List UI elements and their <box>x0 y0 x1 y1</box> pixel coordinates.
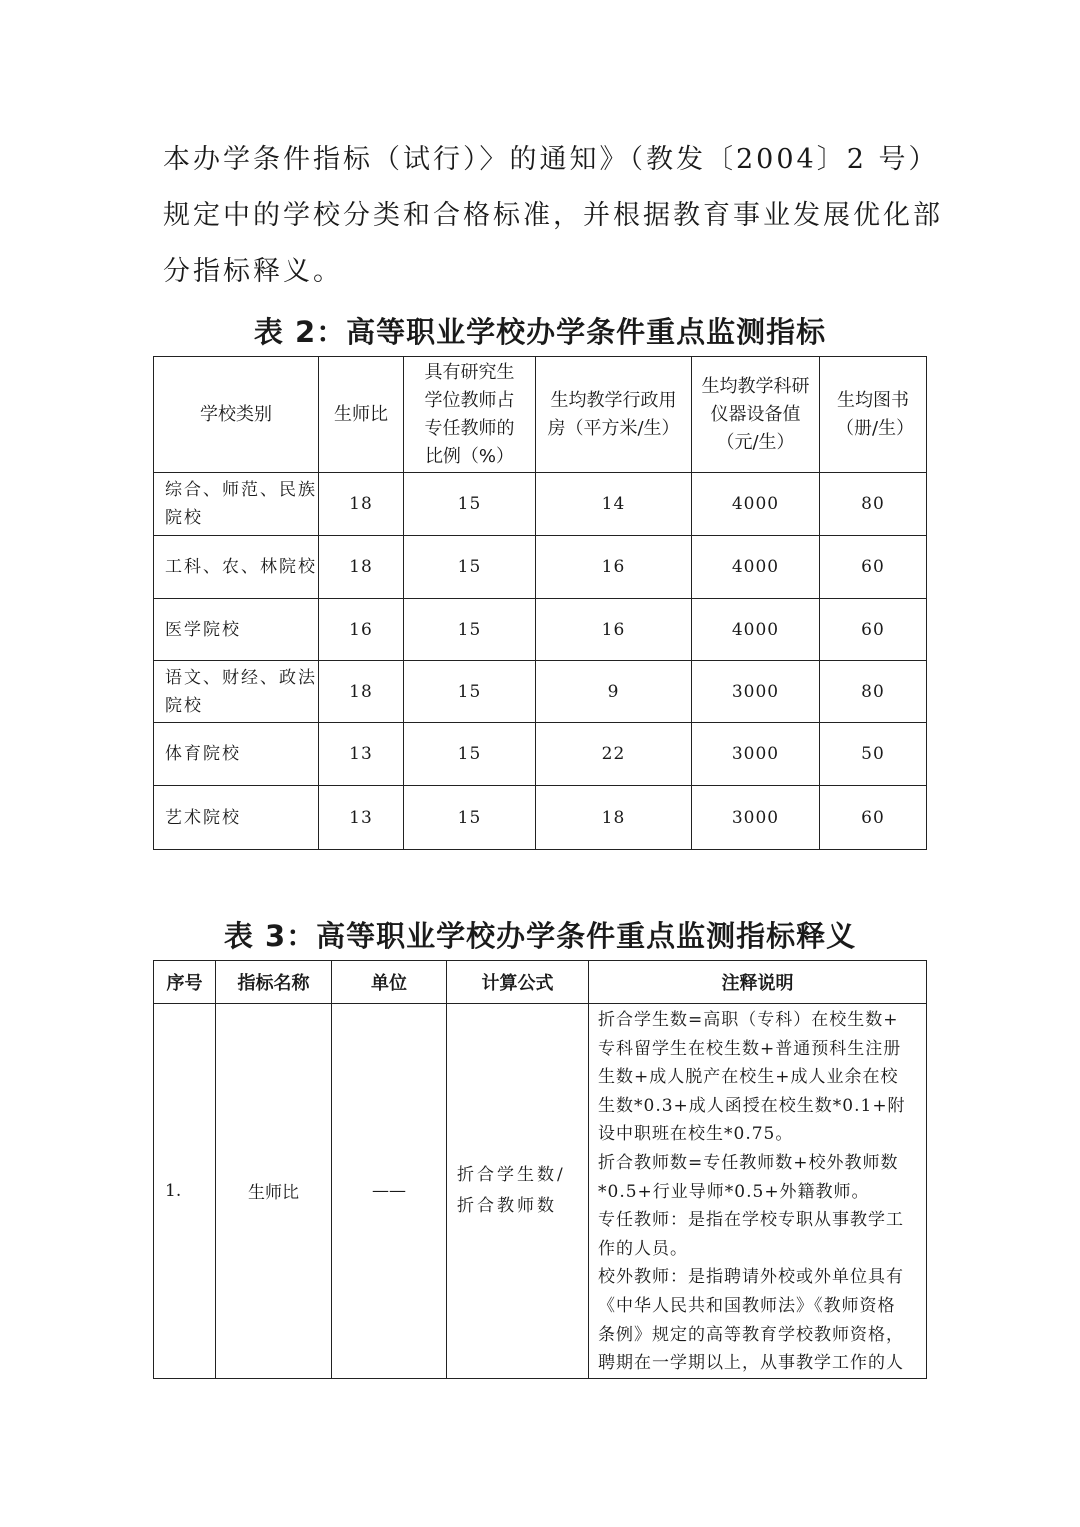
table-row <box>154 536 927 599</box>
cell-category: 体育院校 <box>154 723 319 786</box>
table-row <box>154 723 927 786</box>
cell-area: 14 <box>536 473 692 536</box>
cell-equipment: 4000 <box>692 599 820 661</box>
table2-header-row <box>154 357 927 473</box>
cell-area: 18 <box>536 786 692 850</box>
cell-equipment: 3000 <box>692 723 820 786</box>
header-grad-degree-pct: 具有研究生学位教师占专任教师的比例（%） <box>404 357 536 473</box>
cell-grad-pct: 15 <box>404 599 536 661</box>
note-line: 聘期在一学期以上，从事教学工作的人 <box>598 1353 904 1374</box>
cell-indicator-name: 生师比 <box>216 1004 332 1379</box>
intro-line: 本办学条件指标（试行）〉的通知》（教发〔2004〕2 号） <box>163 144 939 175</box>
cell-books: 60 <box>820 536 927 599</box>
note-line: 折合学生数=高职（专科）在校生数+ <box>598 1010 899 1030</box>
cell-area: 22 <box>536 723 692 786</box>
note-line: 校外教师：是指聘请外校或外单位具有 <box>598 1267 904 1288</box>
cell-books: 80 <box>820 473 927 536</box>
header-student-teacher-ratio: 生师比 <box>319 357 404 473</box>
cell-ratio: 18 <box>319 473 404 536</box>
header-school-category: 学校类别 <box>154 357 319 473</box>
header-notes: 注释说明 <box>589 961 927 1004</box>
header-seq: 序号 <box>154 961 216 1004</box>
cell-equipment: 3000 <box>692 786 820 850</box>
cell-equipment: 4000 <box>692 473 820 536</box>
cell-ratio: 13 <box>319 786 404 850</box>
cell-ratio: 18 <box>319 536 404 599</box>
note-line: 生数+成人脱产在校生+成人业余在校 <box>598 1067 899 1088</box>
header-equipment-value: 生均教学科研仪器设备值（元/生） <box>692 357 820 473</box>
cell-category: 综合、师范、民族院校 <box>154 473 319 536</box>
intro-line: 规定中的学校分类和合格标准，并根据教育事业发展优化部 <box>163 200 943 231</box>
table2 <box>153 356 927 850</box>
cell-grad-pct: 15 <box>404 473 536 536</box>
note-line: 《中华人民共和国教师法》《教师资格 <box>598 1295 896 1316</box>
cell-category: 艺术院校 <box>154 786 319 850</box>
cell-ratio: 16 <box>319 599 404 661</box>
cell-books: 80 <box>820 661 927 723</box>
cell-ratio: 18 <box>319 661 404 723</box>
table-row <box>154 473 927 536</box>
header-indicator-name: 指标名称 <box>216 961 332 1004</box>
intro-paragraph <box>163 132 943 300</box>
note-line: 折合教师数=专任教师数+校外教师数 <box>598 1152 899 1173</box>
table-row <box>154 599 927 661</box>
header-books: 生均图书（册/生） <box>820 357 927 473</box>
table-row <box>154 661 927 723</box>
cell-category: 工科、农、林院校 <box>154 536 319 599</box>
cell-grad-pct: 15 <box>404 536 536 599</box>
cell-grad-pct: 15 <box>404 661 536 723</box>
table3 <box>153 960 927 1379</box>
note-line: 设中职班在校生*0.75。 <box>598 1124 794 1145</box>
cell-books: 50 <box>820 723 927 786</box>
cell-seq: 1. <box>154 1004 216 1379</box>
cell-category: 语文、财经、政法院校 <box>154 661 319 723</box>
table3-header-row <box>154 961 927 1004</box>
cell-books: 60 <box>820 599 927 661</box>
cell-area: 16 <box>536 599 692 661</box>
cell-area: 9 <box>536 661 692 723</box>
table2-caption: 表 2：高等职业学校办学条件重点监测指标 <box>253 315 827 349</box>
table-row <box>154 786 927 850</box>
note-line: 生数*0.3+成人函授在校生数*0.1+附 <box>598 1095 906 1116</box>
cell-grad-pct: 15 <box>404 723 536 786</box>
cell-books: 60 <box>820 786 927 850</box>
intro-line: 分指标释义。 <box>163 256 343 287</box>
header-unit: 单位 <box>332 961 447 1004</box>
cell-equipment: 4000 <box>692 536 820 599</box>
cell-ratio: 13 <box>319 723 404 786</box>
note-line: 专科留学生在校生数+普通预科生注册 <box>598 1038 902 1059</box>
note-line: 条例》规定的高等教育学校教师资格， <box>598 1324 904 1345</box>
cell-unit: —— <box>332 1004 447 1379</box>
note-line: 专任教师：是指在学校专职从事教学工 <box>598 1210 904 1231</box>
cell-category: 医学院校 <box>154 599 319 661</box>
note-line: 作的人员。 <box>598 1238 688 1259</box>
header-admin-area: 生均教学行政用房（平方米/生） <box>536 357 692 473</box>
cell-equipment: 3000 <box>692 661 820 723</box>
cell-notes <box>589 1004 927 1379</box>
cell-formula: 折合学生数/折合教师数 <box>447 1004 589 1379</box>
cell-grad-pct: 15 <box>404 786 536 850</box>
table-row <box>154 1004 927 1379</box>
table3-caption: 表 3：高等职业学校办学条件重点监测指标释义 <box>223 919 857 953</box>
cell-area: 16 <box>536 536 692 599</box>
header-formula: 计算公式 <box>447 961 589 1004</box>
note-line: *0.5+行业导师*0.5+外籍教师。 <box>598 1181 870 1202</box>
